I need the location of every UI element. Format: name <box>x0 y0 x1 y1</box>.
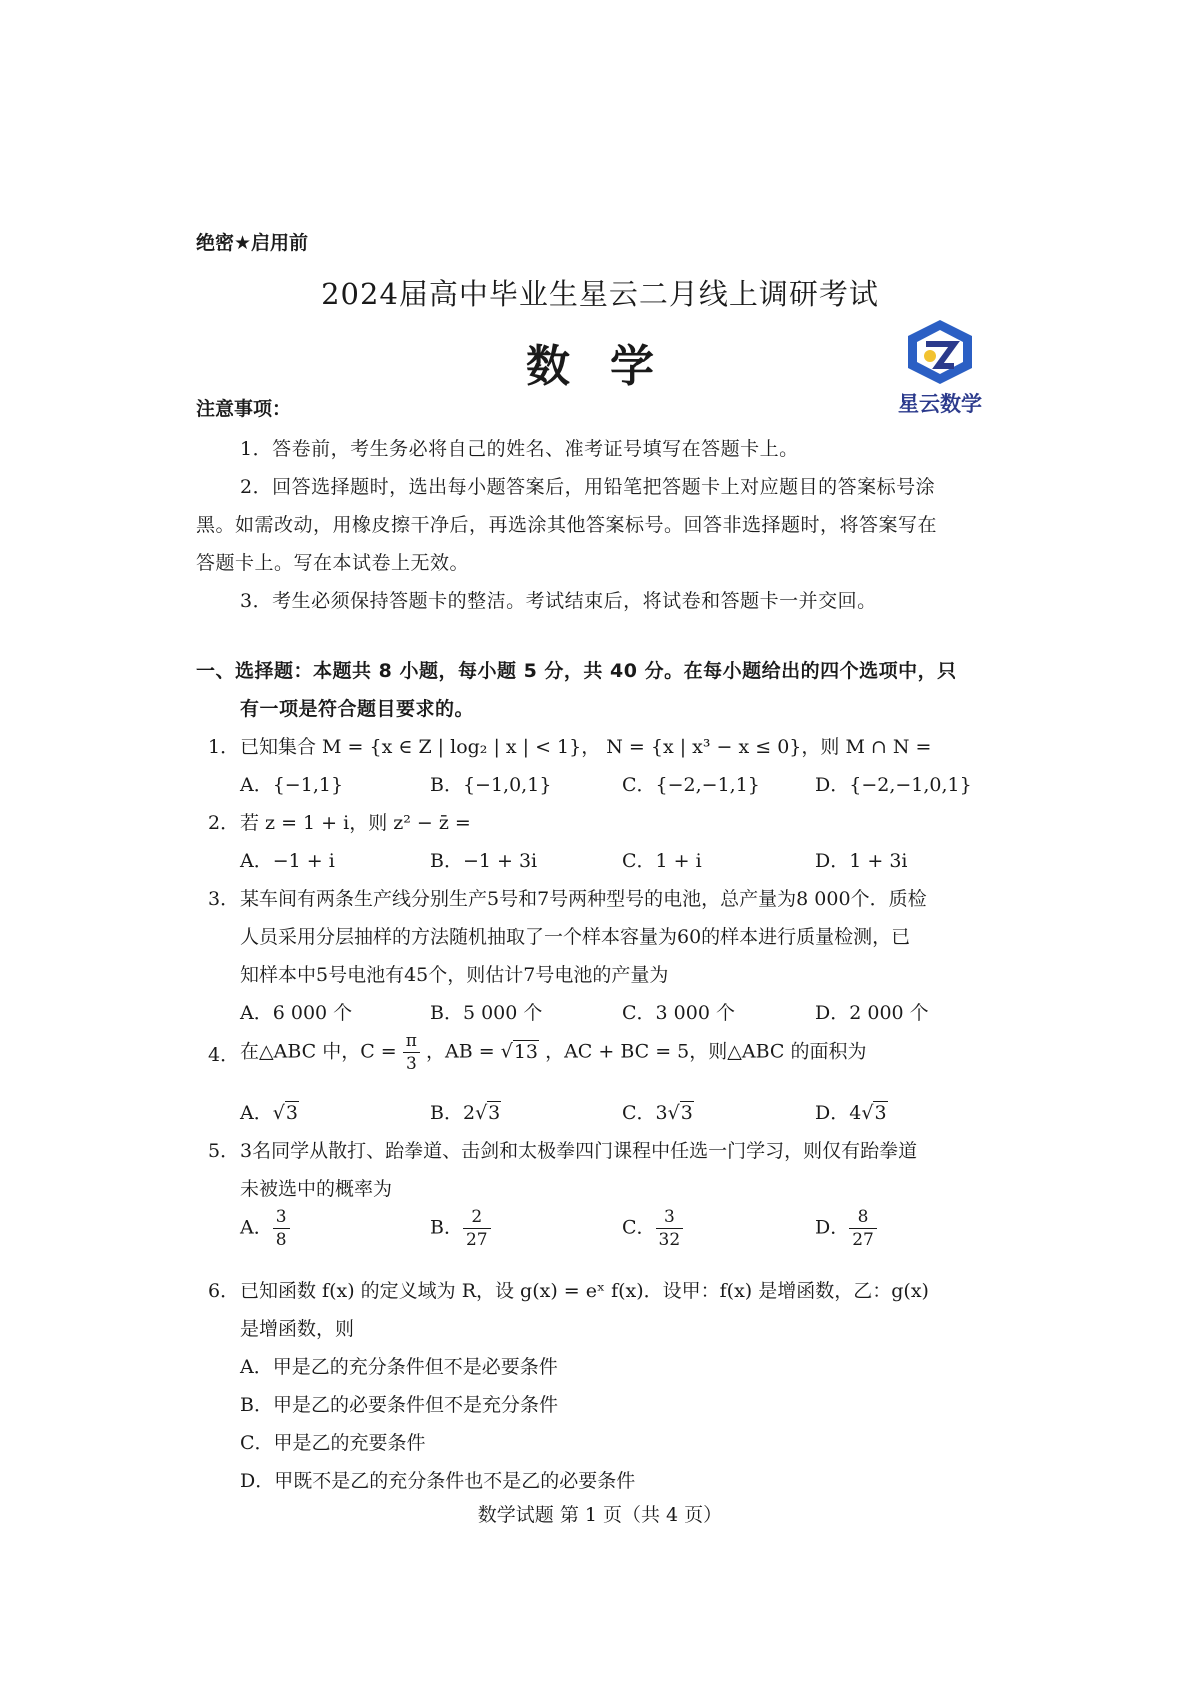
option-c: C．{−2,−1,1} <box>622 774 760 796</box>
option-a: A．√3 <box>240 1102 298 1124</box>
notice-item-2-end: 答题卡上。写在本试卷上无效。 <box>196 552 470 574</box>
exam-title: 2024届高中毕业生星云二月线上调研考试 <box>321 277 879 311</box>
question-stem-end: 知样本中5号电池有45个，则估计7号电池的产量为 <box>240 964 669 986</box>
option-b: B．5 000 个 <box>430 1002 543 1024</box>
question-number: 3． <box>208 888 240 910</box>
brand-logo <box>880 316 1000 416</box>
question-stem-cont: 未被选中的概率为 <box>240 1178 393 1200</box>
question-stem-cont: 人员采用分层抽样的方法随机抽取了一个样本容量为60的样本进行质量检测，已 <box>240 926 911 948</box>
page-footer: 数学试题 第 1 页（共 4 页） <box>477 1504 723 1526</box>
question-number: 5． <box>208 1140 240 1162</box>
question-number: 1． <box>208 736 240 758</box>
section-heading: 一、选择题：本题共 8 小题，每小题 5 分，共 40 分。在每小题给出的四个选项中，只 <box>196 660 957 682</box>
option-a: A．{−1,1} <box>240 774 344 796</box>
option-b: B．{−1,0,1} <box>430 774 552 796</box>
option-d: D．1 + 3i <box>815 850 908 872</box>
option-c: C． $\frac{3}{32}$ <box>622 1206 683 1251</box>
question-stem: 已知函数 f(x) 的定义域为 R，设 g(x) = eˣ f(x)．设甲：f(x) 是增函数，乙：g(x) <box>240 1280 929 1302</box>
question-stem: 3名同学从散打、跆拳道、击剑和太极拳四门课程中任选一门学习，则仅有跆拳道 <box>240 1140 918 1162</box>
stem-text: ，AC + BC = 5，则△ABC 的面积为 <box>545 1040 867 1063</box>
question-number: 4． <box>208 1044 240 1066</box>
question-stem: 已知集合 M = {x ∈ Z | log₂ | x | < 1}， N = {x | x³ − x ≤ 0}，则 M ∩ N = <box>240 736 932 758</box>
fraction <box>403 1030 420 1075</box>
question-number: 6． <box>208 1280 240 1302</box>
option-a: A．甲是乙的充分条件但不是必要条件 <box>240 1356 558 1378</box>
option-c: C．1 + i <box>622 850 702 872</box>
option-a: A． $\frac{3}{8}$ <box>240 1206 290 1251</box>
numerator: π <box>403 1030 420 1053</box>
option-b: B．2√3 <box>430 1102 501 1124</box>
option-c: C．3 000 个 <box>622 1002 735 1024</box>
option-d: D． $\frac{8}{27}$ <box>815 1206 877 1251</box>
option-d: D．{−2,−1,0,1} <box>815 774 972 796</box>
question-stem: 某车间有两条生产线分别生产5号和7号两种型号的电池，总产量为8 000个．质检 <box>240 888 927 910</box>
notice-item-1: 1．答卷前，考生务必将自己的姓名、准考证号填写在答题卡上。 <box>240 438 799 460</box>
notice-heading: 注意事项： <box>196 398 292 420</box>
denominator: 3 <box>405 1054 417 1074</box>
option-d: D．2 000 个 <box>815 1002 929 1024</box>
question-stem: 在△ABC 中，C = $\frac{\pi}{3}$ ，AB = √13 ，AC + BC = 5，则△ABC 的面积为 <box>240 1031 867 1074</box>
radicand: 13 <box>513 1040 539 1063</box>
option-d: D．4√3 <box>815 1102 887 1124</box>
option-b: B．甲是乙的必要条件但不是充分条件 <box>240 1394 558 1416</box>
subject-title: 数学 <box>526 341 694 392</box>
option-a: A．6 000 个 <box>240 1002 353 1024</box>
option-b: B．−1 + 3i <box>430 850 538 872</box>
option-c: C．甲是乙的充要条件 <box>240 1432 426 1454</box>
option-c: C．3√3 <box>622 1102 693 1124</box>
notice-item-2-cont: 黑。如需改动，用橡皮擦干净后，再选涂其他答案标号。回答非选择题时，将答案写在 <box>196 514 938 536</box>
section-heading-cont: 有一项是符合题目要求的。 <box>240 698 475 720</box>
option-a: A．−1 + i <box>240 850 335 872</box>
question-stem-cont: 是增函数，则 <box>240 1318 355 1340</box>
question-number: 2． <box>208 812 240 834</box>
question-stem: 若 z = 1 + i，则 z² − z̄ = <box>240 812 471 834</box>
confidential-label: 绝密★启用前 <box>196 232 309 254</box>
hexagon-logo-icon <box>880 316 1000 388</box>
option-d: D．甲既不是乙的充分条件也不是乙的必要条件 <box>240 1470 636 1492</box>
stem-text: ，AB = <box>426 1040 495 1063</box>
logo-text: 星云数学 <box>898 392 982 416</box>
option-b: B． $\frac{2}{27}$ <box>430 1206 491 1251</box>
notice-item-2: 2．回答选择题时，选出每小题答案后，用铅笔把答题卡上对应题目的答案标号涂 <box>240 476 936 498</box>
notice-item-3: 3．考生必须保持答题卡的整洁。考试结束后，将试卷和答题卡一并交回。 <box>240 590 877 612</box>
stem-text: 在△ABC 中，C = <box>240 1040 397 1063</box>
